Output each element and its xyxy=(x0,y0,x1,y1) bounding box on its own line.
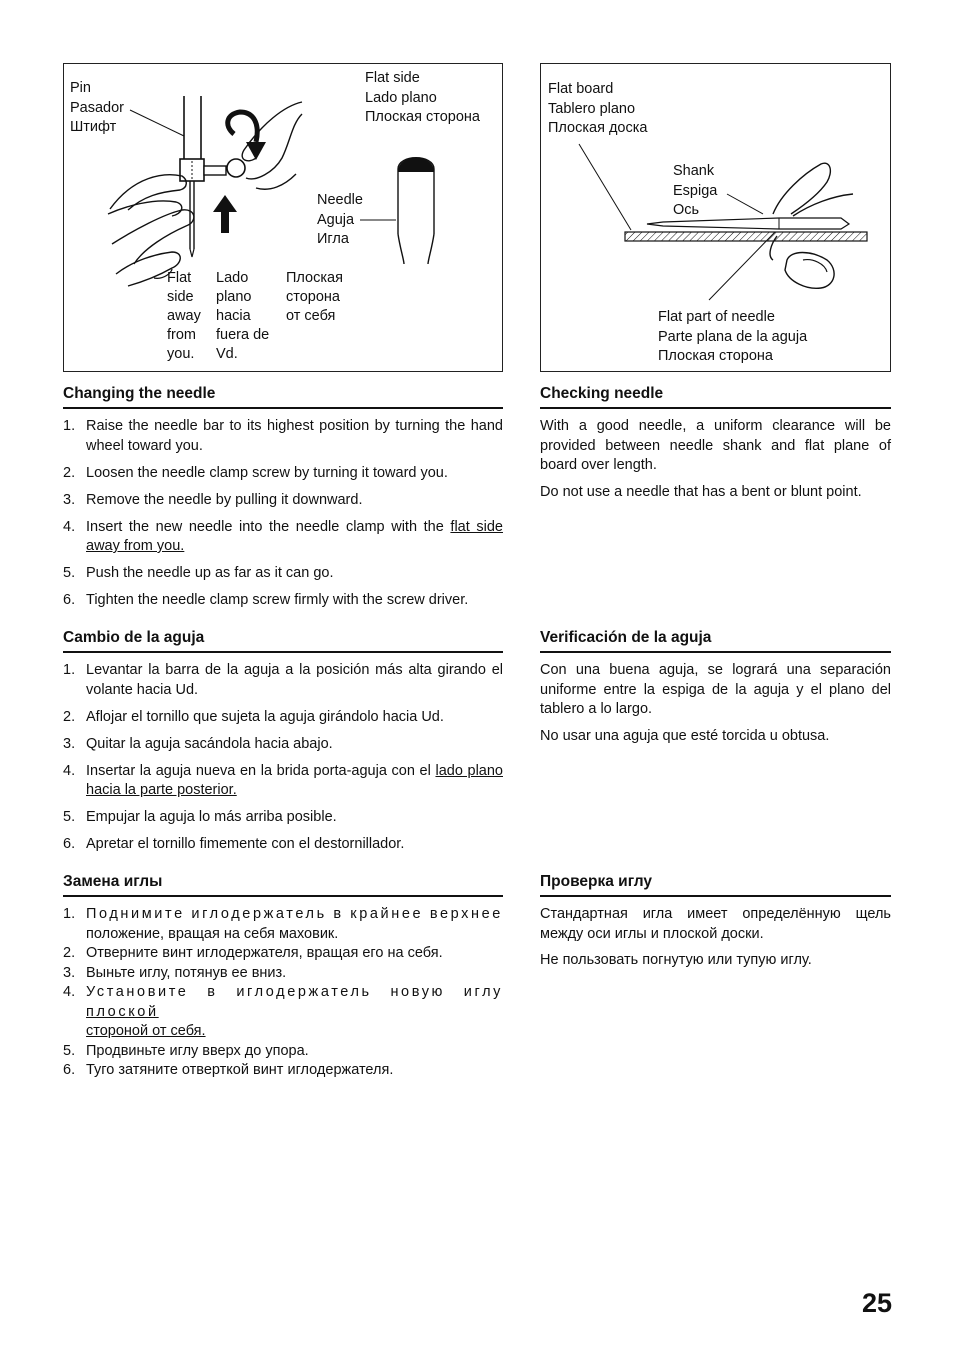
changing-needle-en-section xyxy=(63,384,503,618)
flat-part-label: Flat part of needle Parte plana de la aguja Плоская сторона xyxy=(658,309,808,364)
changing-needle-ru-steps xyxy=(63,905,503,1081)
changing-needle-es-section xyxy=(63,628,503,862)
changing-needle-en-steps xyxy=(63,417,503,611)
changing-needle-ru-section xyxy=(63,872,503,1081)
flat-away-label-ru: Плоская сторона от себя xyxy=(286,270,343,324)
checking-needle-en-paragraph: Do not use a needle that has a bent or blunt point. xyxy=(540,483,862,500)
checking-needle-en-section xyxy=(540,384,891,509)
list-item: 5. Push the needle up as far as it can go. xyxy=(63,565,334,581)
list-item: 4. Insertar la aguja nueva en la brida porta-aguja con el lado plano hacia la parte posterior. xyxy=(63,762,503,798)
checking-needle-ru-paragraph: Стандартная игла имеет определённую щель между оси иглы и плоской доски. xyxy=(540,906,891,942)
flat-away-label-es: Lado plano hacia fuera de Vd. xyxy=(216,270,270,362)
list-item: 2. Отверните винт иглодержателя, вращая его на себя. xyxy=(63,945,443,961)
checking-needle-ru-heading: Проверка иглу xyxy=(540,872,891,897)
needle-label: Needle Aguja Игла xyxy=(317,192,363,247)
changing-needle-es-steps xyxy=(63,661,503,855)
checking-needle-en-heading: Checking needle xyxy=(540,384,891,409)
list-item: 5. Empujar la aguja lo más arriba posible. xyxy=(63,809,337,825)
list-item: 3. Выньте иглу, потянув ее вниз. xyxy=(63,964,287,981)
list-item: 5. Продвиньте иглу вверх до упора. xyxy=(63,1042,309,1059)
flat-side-label: Flat side Lado plano Плоская сторона xyxy=(365,70,480,125)
list-item: 1. Поднимите иглодержатель в крайнее верхнее положение, вращая на себя маховик. xyxy=(63,906,503,942)
flat-board-label: Flat board Tablero plano Плоская доска xyxy=(548,81,648,136)
needle-check-figure xyxy=(540,63,891,372)
checking-needle-ru-paragraph: Не пользовать погнутую или тупую иглу. xyxy=(540,952,812,968)
needle-change-figure xyxy=(63,63,503,372)
checking-needle-es-section xyxy=(540,628,891,753)
flat-away-label-en: Flat side away from you. xyxy=(167,270,201,362)
list-item: 3. Quitar la aguja sacándola hacia abajo. xyxy=(63,735,333,752)
checking-needle-es-paragraph: Con una buena aguja, se logrará una separación uniforme entre la espiga de la aguja y el plano del tablero a lo largo. xyxy=(540,662,891,717)
changing-needle-ru-heading: Замена иглы xyxy=(63,872,503,897)
list-item: 6. Apretar el tornillo fimemente con el destornillador. xyxy=(63,836,405,852)
changing-needle-es-heading: Cambio de la aguja xyxy=(63,628,503,653)
shank-label: Shank Espiga Ось xyxy=(673,163,718,218)
list-item: 6. Tighten the needle clamp screw firmly with the screw driver. xyxy=(63,592,469,608)
page-number: 25 xyxy=(861,1288,892,1318)
checking-needle-en-paragraph: With a good needle, a uniform clearance will be provided between needle shank and flat plane of board over length. xyxy=(540,418,891,473)
list-item: 3. Remove the needle by pulling it downward. xyxy=(63,491,363,508)
checking-needle-es-heading: Verificación de la aguja xyxy=(540,628,891,653)
list-item: 1. Levantar la barra de la aguja a la posición más alta girando el volante hacia Ud. xyxy=(63,662,503,698)
list-item: 6. Туго затяните отверткой винт иглодержателя. xyxy=(63,1062,394,1078)
list-item: 4. Insert the new needle into the needle clamp with the flat side away from you. xyxy=(63,518,503,554)
list-item: 1. Raise the needle bar to its highest position by turning the hand wheel toward you. xyxy=(63,418,503,454)
checking-needle-es-paragraph: No usar una aguja que esté torcida u obtusa. xyxy=(540,727,830,744)
list-item: 2. Loosen the needle clamp screw by turning it toward you. xyxy=(63,464,448,481)
list-item: 4. Установите в иглодержатель новую иглу плоской стороной от себя. xyxy=(63,984,503,1039)
checking-needle-ru-section xyxy=(540,872,891,978)
changing-needle-en-heading: Changing the needle xyxy=(63,384,503,409)
pin-label: Pin Pasador Штифт xyxy=(70,80,125,135)
list-item: 2. Aflojar el tornillo que sujeta la aguja girándolo hacia Ud. xyxy=(63,708,444,725)
